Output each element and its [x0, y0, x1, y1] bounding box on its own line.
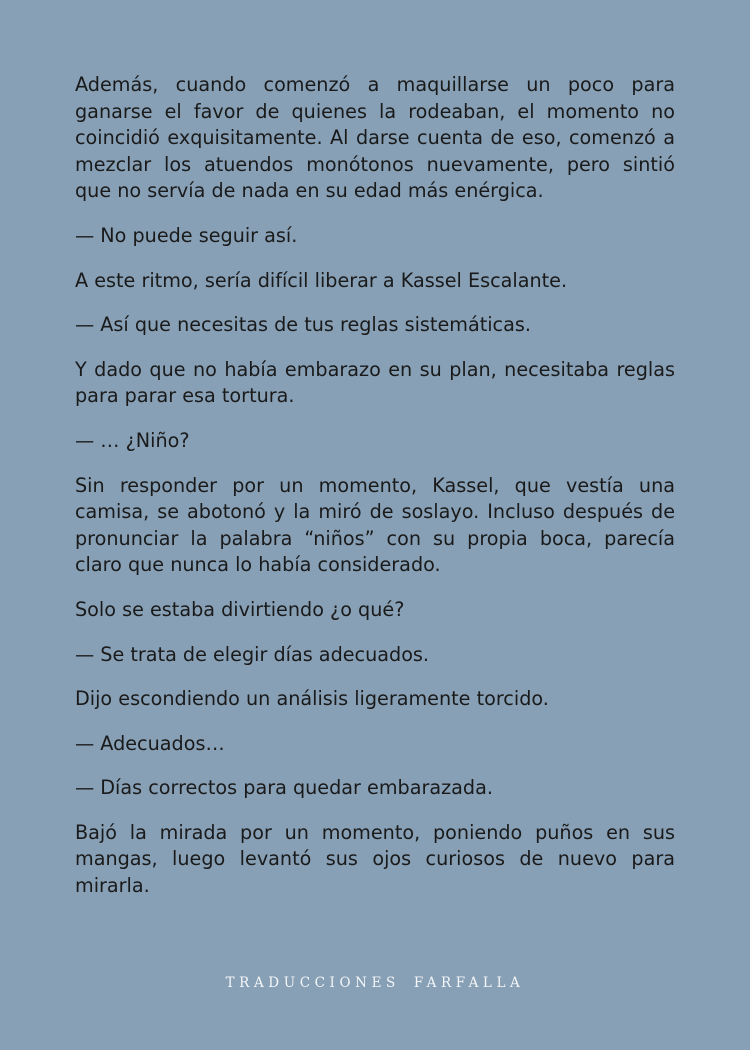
paragraph: Solo se estaba divirtiendo ¿o qué?: [75, 597, 405, 621]
paragraph: — Así que necesitas de tus reglas sistemáticas.: [75, 313, 531, 337]
paragraph: Y dado que no había embarazo en su plan, necesitaba reglas para parar esa tortura.: [75, 357, 675, 408]
page-footer: [0, 975, 750, 991]
paragraph: A este ritmo, sería difícil liberar a Kassel Escalante.: [75, 268, 568, 292]
paragraph: — Adecuados…: [75, 731, 225, 755]
paragraph: Sin responder por un momento, Kassel, que vestía una camisa, se abotonó y la miró de soslayo. Incluso después de pronunciar la palabra “niños” con su propia boca, parecía claro que nunca lo había considerado.: [75, 473, 675, 577]
page-body: [75, 72, 675, 918]
paragraph: — No puede seguir así.: [75, 223, 298, 247]
paragraph: — … ¿Niño?: [75, 428, 190, 452]
paragraph: Bajó la mirada por un momento, poniendo puños en sus mangas, luego levantó sus ojos curiosos de nuevo para mirarla.: [75, 820, 675, 898]
paragraph: — Días correctos para quedar embarazada.: [75, 776, 493, 800]
paragraph: Dijo escondiendo un análisis ligeramente torcido.: [75, 687, 549, 711]
footer-word-2: FARFALLA: [413, 975, 525, 991]
footer-word-1: TRADUCCIONES: [225, 975, 400, 991]
paragraph: Además, cuando comenzó a maquillarse un poco para ganarse el favor de quienes la rodeaban, el momento no coincidió exquisitamente. Al darse cuenta de eso, comenzó a mezclar los atuendos monótonos nuevamente, pero sintió que no servía de nada en su edad más enérgica.: [75, 73, 675, 203]
paragraph: — Se trata de elegir días adecuados.: [75, 642, 430, 666]
